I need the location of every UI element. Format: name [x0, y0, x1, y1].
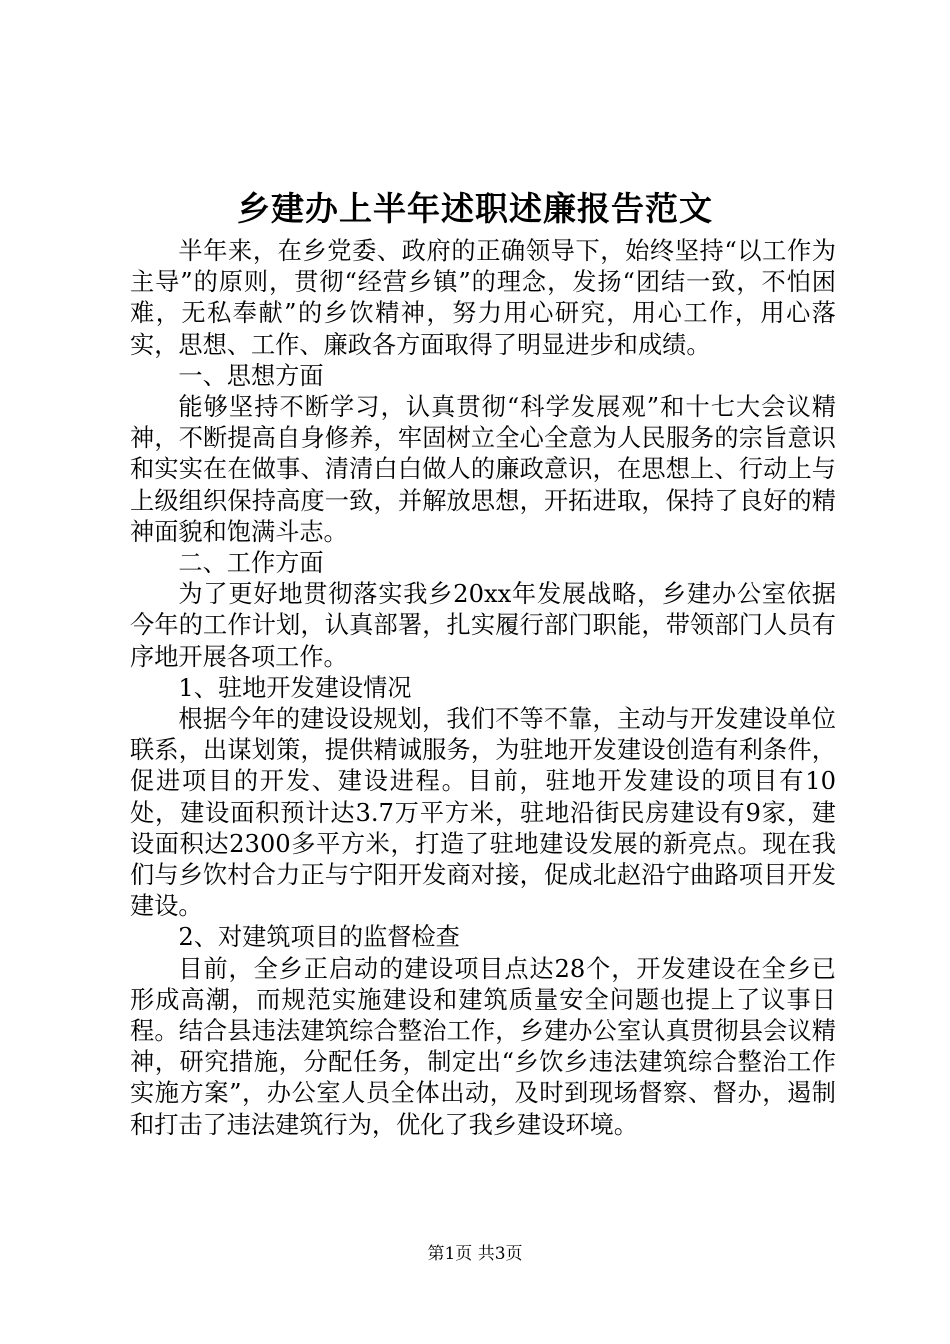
- paragraph-thought: 能够坚持不断学习，认真贯彻“科学发展观”和十七大会议精神，不断提高自身修养，牢固树立全心全意为人民服务的宗旨意识和实实在在做事、清清白白做人的廉政意识，在思想上、行动上与上级组织保持高度一致，并解放思想，开拓进取，保持了良好的精神面貌和饱满斗志。: [130, 393, 836, 546]
- paragraph-development: 根据今年的建设设规划，我们不等不靠，主动与开发建设单位联系，出谋划策，提供精诚服务，为驻地开发建设创造有利条件，促进项目的开发、建设进程。目前，驻地开发建设的项目有10处，建设面积预计达3.7万平方米，驻地沿街民房建设有9家，建设面积达2300多平方米，打造了驻地建设发展的新亮点。现在我们与乡饮村合力正与宁阳开发商对接，促成北赵沿宁曲路项目开发建设。: [130, 705, 836, 921]
- subsection-heading-supervision: 2、对建筑项目的监督检查: [178, 923, 460, 952]
- paragraph-supervision: 目前，全乡正启动的建设项目点达28个，开发建设在全乡已形成高潮，而规范实施建设和建筑质量安全问题也提上了议事日程。结合县违法建筑综合整治工作，乡建办公室认真贯彻县会议精神，研究措施，分配任务，制定出“乡饮乡违法建筑综合整治工作实施方案”，办公室人员全体出动，及时到现场督察、督办，遏制和打击了违法建筑行为，优化了我乡建设环境。: [130, 954, 836, 1139]
- page-footer: 第1页 共3页: [427, 1244, 523, 1264]
- section-heading-thought: 一、思想方面: [178, 361, 324, 390]
- document-body: [130, 236, 836, 1141]
- paragraph-intro: 半年来，在乡党委、政府的正确领导下，始终坚持“以工作为主导”的原则，贯彻“经营乡镇”的理念，发扬“团结一致，不怕困难，无私奉献”的乡饮精神，努力用心研究，用心工作，用心落实，思想、工作、廉政各方面取得了明显进步和成绩。: [130, 237, 836, 359]
- section-heading-work: 二、工作方面: [178, 549, 324, 578]
- paragraph-work: 为了更好地贯彻落实我乡20xx年发展战略，乡建办公室依据今年的工作计划，认真部署，扎实履行部门职能，带领部门人员有序地开展各项工作。: [130, 580, 836, 671]
- subsection-heading-development: 1、驻地开发建设情况: [178, 673, 412, 702]
- document-title: 乡建办上半年述职述廉报告范文: [237, 189, 713, 228]
